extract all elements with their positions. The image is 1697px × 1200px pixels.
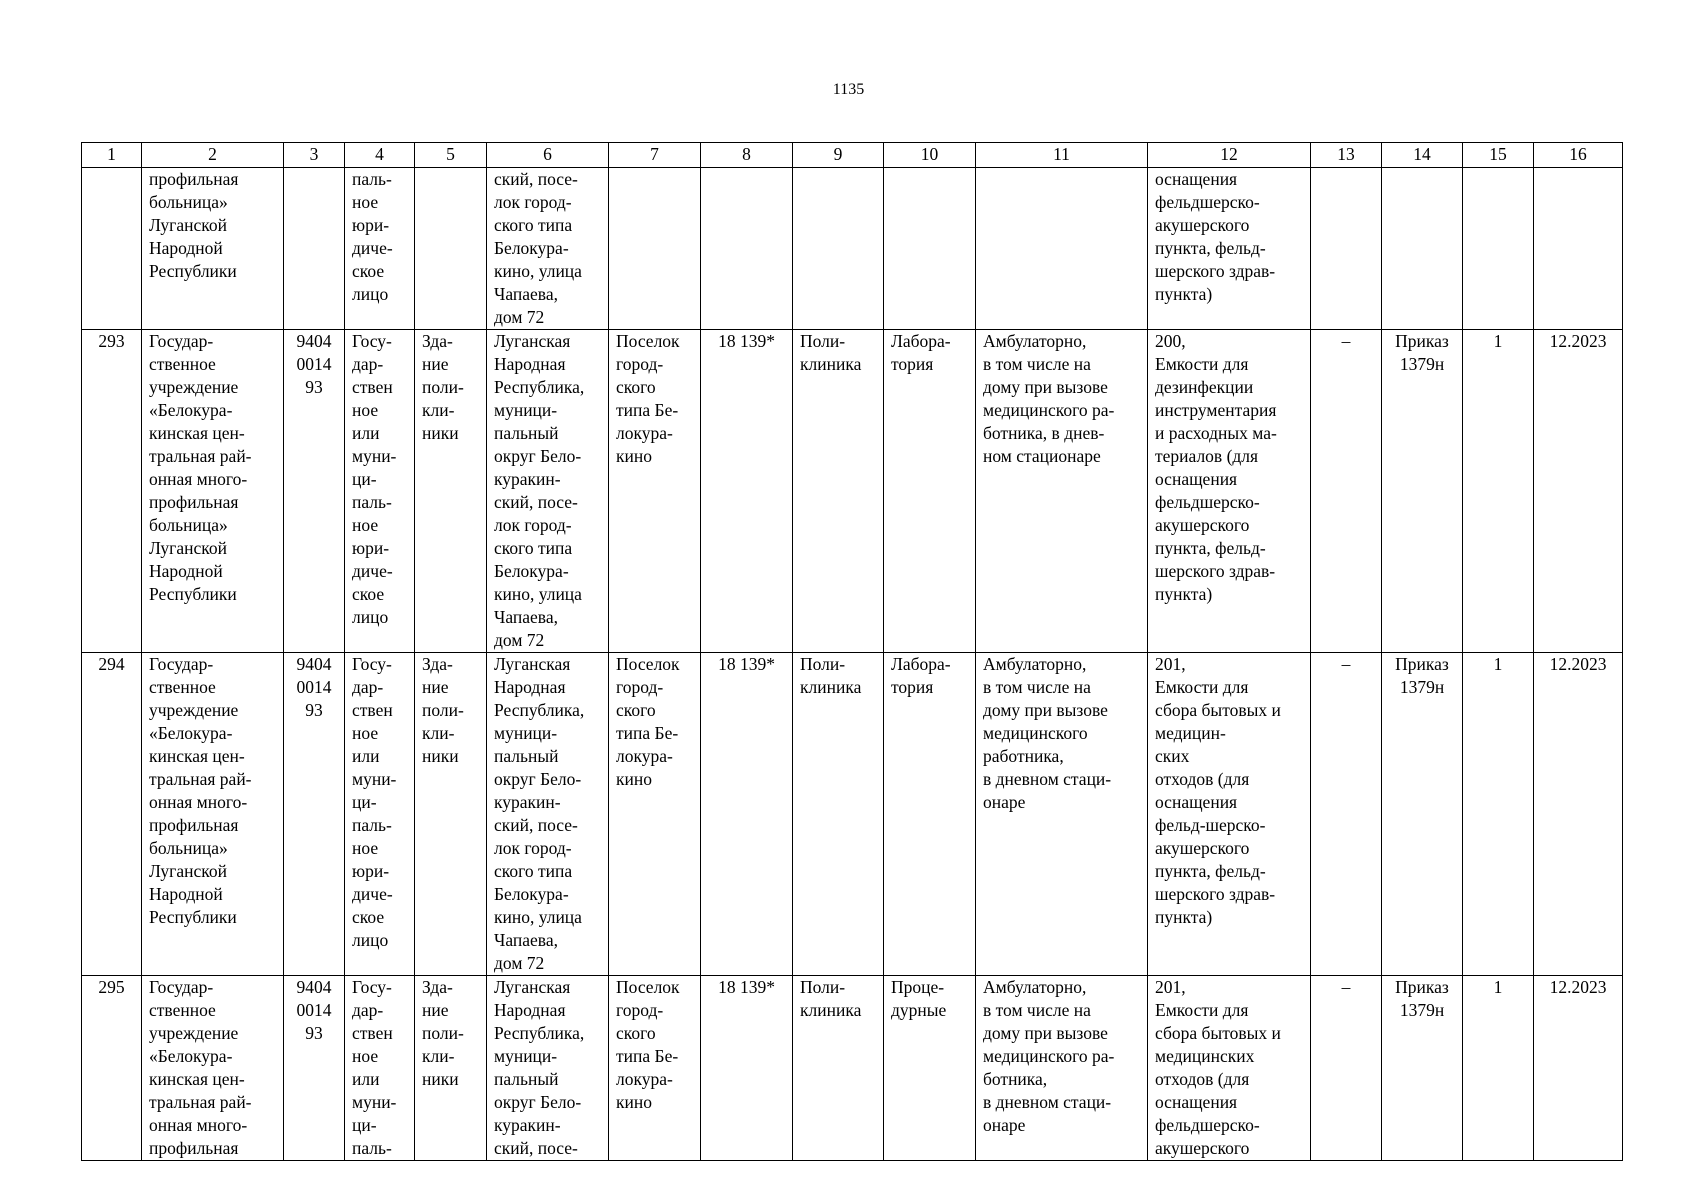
address-cell: ский, посе- лок город- ского типа Белокура- кино, улица Чапаева, дом 72 <box>487 168 609 330</box>
settlement-cell: Поселок город- ского типа Бе- локура- кино <box>609 330 701 653</box>
address-cell: Луганская Народная Республика, муници- пальный округ Бело- куракин- ский, посе- лок город- ского типа Белокура- кино, улица Чапаева, дом 72 <box>487 653 609 976</box>
legal-form-cell: паль- ное юри- диче- ское лицо <box>345 168 415 330</box>
care-conditions-cell <box>976 168 1148 330</box>
institution-name-cell: Государ- ственное учреждение «Белокура- кинская цен- тральная рай- онная много- профильная больница» Луганской Народной Республики <box>142 330 284 653</box>
column-header: 13 <box>1311 143 1382 168</box>
order-cell <box>1382 168 1463 330</box>
row-number-cell <box>82 168 142 330</box>
building-cell: Зда- ние поли- кли- ники <box>415 653 487 976</box>
date-cell: 12.2023 <box>1534 330 1623 653</box>
column-header: 10 <box>884 143 976 168</box>
quantity-cell: 1 <box>1463 976 1534 1161</box>
date-cell <box>1534 168 1623 330</box>
table-row <box>82 168 1623 330</box>
institution-name-cell: Государ- ственное учреждение «Белокура- кинская цен- тральная рай- онная много- профильная больница» Луганской Народной Республики <box>142 653 284 976</box>
table-row <box>82 653 1623 976</box>
address-cell: Луганская Народная Республика, муници- пальный округ Бело- куракин- ский, посе- <box>487 976 609 1161</box>
register-table <box>81 142 1623 1161</box>
quantity-cell <box>1463 168 1534 330</box>
unit-cell: Лабора- тория <box>884 330 976 653</box>
code-cell: 9404 0014 93 <box>284 653 345 976</box>
facility-type-cell <box>793 168 884 330</box>
legal-form-cell: Госу- дар- ствен ное или муни- ци- паль- ное юри- диче- ское лицо <box>345 330 415 653</box>
column-header: 8 <box>701 143 793 168</box>
facility-type-cell: Поли- клиника <box>793 976 884 1161</box>
population-cell: 18 139* <box>701 330 793 653</box>
unit-cell <box>884 168 976 330</box>
care-conditions-cell: Амбулаторно, в том числе на дому при вызове медицинского работника, в дневном стаци- онаре <box>976 653 1148 976</box>
institution-name-cell: профильная больница» Луганской Народной Республики <box>142 168 284 330</box>
table-row <box>82 976 1623 1161</box>
row-number-cell: 294 <box>82 653 142 976</box>
date-cell: 12.2023 <box>1534 976 1623 1161</box>
facility-type-cell: Поли- клиника <box>793 653 884 976</box>
settlement-cell: Поселок город- ского типа Бе- локура- кино <box>609 976 701 1161</box>
col13-cell <box>1311 168 1382 330</box>
population-cell <box>701 168 793 330</box>
code-cell: 9404 0014 93 <box>284 330 345 653</box>
building-cell <box>415 168 487 330</box>
address-cell: Луганская Народная Республика, муници- пальный округ Бело- куракин- ский, посе- лок город- ского типа Белокура- кино, улица Чапаева, дом 72 <box>487 330 609 653</box>
population-cell: 18 139* <box>701 653 793 976</box>
legal-form-cell: Госу- дар- ствен ное или муни- ци- паль- ное юри- диче- ское лицо <box>345 653 415 976</box>
unit-cell: Лабора- тория <box>884 653 976 976</box>
column-header: 11 <box>976 143 1148 168</box>
equipment-cell: 201, Емкости для сбора бытовых и медицин- ских отходов (для оснащения фельд-шерско- акушерского пункта, фельд- шерского здрав- пункта) <box>1148 653 1311 976</box>
care-conditions-cell: Амбулаторно, в том числе на дому при вызове медицинского ра- ботника, в дневном стаци- онаре <box>976 976 1148 1161</box>
order-cell: Приказ 1379н <box>1382 976 1463 1161</box>
building-cell: Зда- ние поли- кли- ники <box>415 330 487 653</box>
column-header: 4 <box>345 143 415 168</box>
column-header: 7 <box>609 143 701 168</box>
column-header: 15 <box>1463 143 1534 168</box>
order-cell: Приказ 1379н <box>1382 330 1463 653</box>
equipment-cell: оснащения фельдшерско- акушерского пункта, фельд- шерского здрав- пункта) <box>1148 168 1311 330</box>
column-header: 1 <box>82 143 142 168</box>
col13-cell: – <box>1311 330 1382 653</box>
col13-cell: – <box>1311 653 1382 976</box>
date-cell: 12.2023 <box>1534 653 1623 976</box>
column-header: 12 <box>1148 143 1311 168</box>
code-cell: 9404 0014 93 <box>284 976 345 1161</box>
column-header: 5 <box>415 143 487 168</box>
legal-form-cell: Госу- дар- ствен ное или муни- ци- паль- <box>345 976 415 1161</box>
col13-cell: – <box>1311 976 1382 1161</box>
quantity-cell: 1 <box>1463 330 1534 653</box>
building-cell: Зда- ние поли- кли- ники <box>415 976 487 1161</box>
institution-name-cell: Государ- ственное учреждение «Белокура- кинская цен- тральная рай- онная много- профильная <box>142 976 284 1161</box>
settlement-cell <box>609 168 701 330</box>
equipment-cell: 200, Емкости для дезинфекции инструментария и расходных ма- териалов (для оснащения фельдшерско- акушерского пункта, фельд- шерского здрав- пункта) <box>1148 330 1311 653</box>
code-cell <box>284 168 345 330</box>
facility-type-cell: Поли- клиника <box>793 330 884 653</box>
equipment-cell: 201, Емкости для сбора бытовых и медицинских отходов (для оснащения фельдшерско- акушерского <box>1148 976 1311 1161</box>
column-header: 16 <box>1534 143 1623 168</box>
column-header: 3 <box>284 143 345 168</box>
header-row <box>82 143 1623 168</box>
row-number-cell: 293 <box>82 330 142 653</box>
quantity-cell: 1 <box>1463 653 1534 976</box>
settlement-cell: Поселок город- ского типа Бе- локура- кино <box>609 653 701 976</box>
unit-cell: Проце- дурные <box>884 976 976 1161</box>
table-row <box>82 330 1623 653</box>
column-header: 2 <box>142 143 284 168</box>
column-header: 9 <box>793 143 884 168</box>
column-header: 14 <box>1382 143 1463 168</box>
care-conditions-cell: Амбулаторно, в том числе на дому при вызове медицинского ра- ботника, в днев- ном стационаре <box>976 330 1148 653</box>
population-cell: 18 139* <box>701 976 793 1161</box>
row-number-cell: 295 <box>82 976 142 1161</box>
column-header: 6 <box>487 143 609 168</box>
page-number: 1135 <box>832 81 865 98</box>
order-cell: Приказ 1379н <box>1382 653 1463 976</box>
